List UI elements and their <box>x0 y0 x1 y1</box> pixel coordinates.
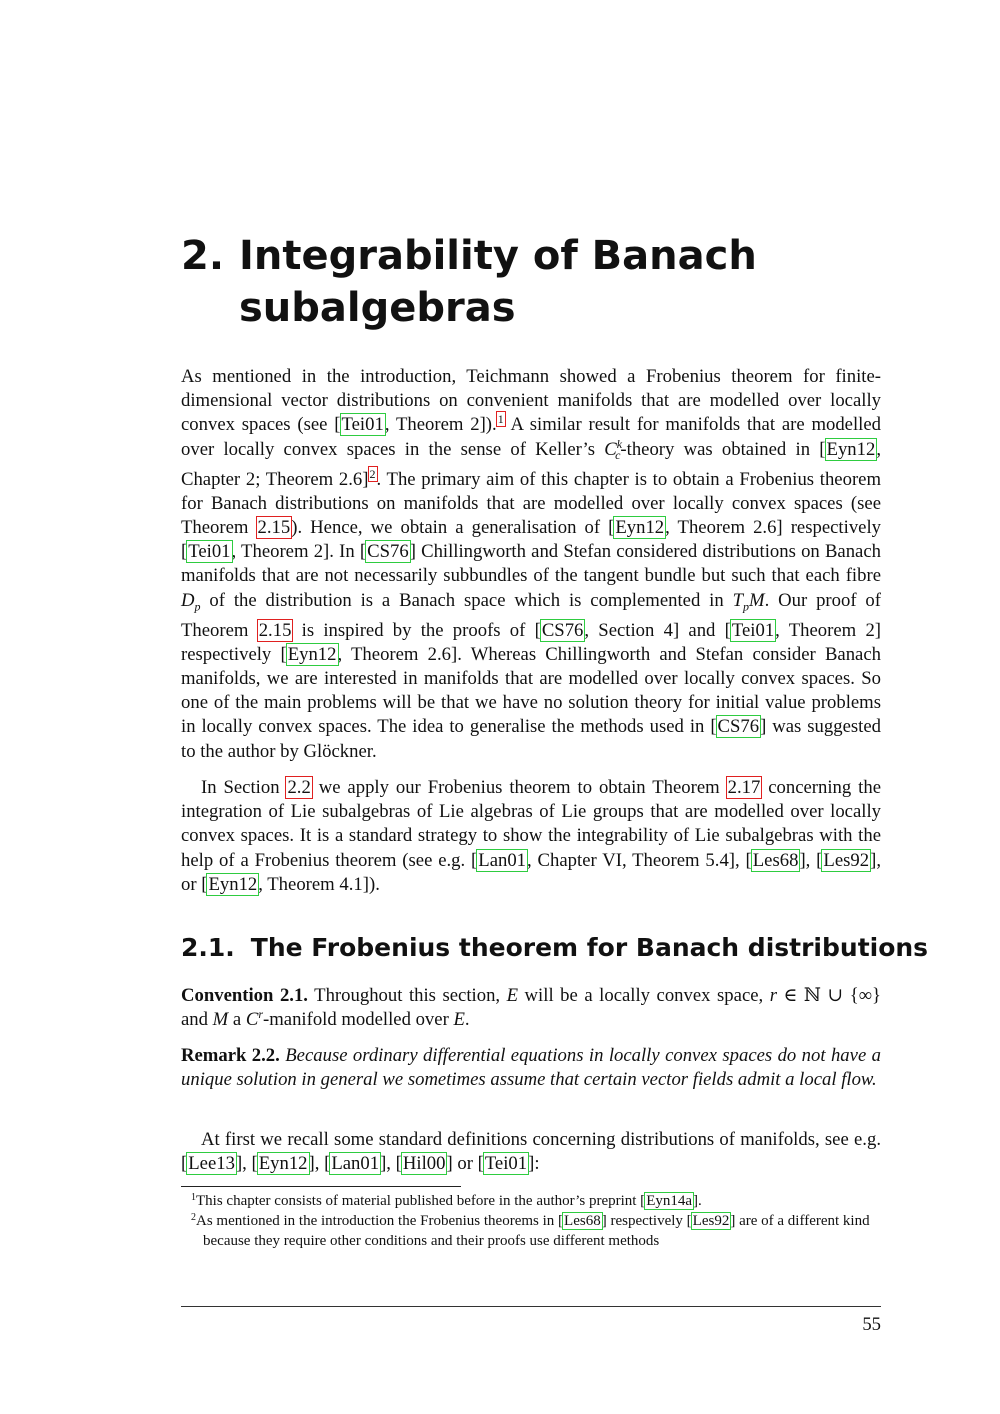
theorem-link[interactable]: 2.17 <box>727 777 761 798</box>
citation-link[interactable]: Les92 <box>692 1213 730 1229</box>
citation-link[interactable]: CS76 <box>717 716 760 738</box>
chapter-heading <box>181 230 881 334</box>
section-link[interactable]: 2.2 <box>287 777 311 798</box>
section-number: 2.1. <box>181 933 235 962</box>
citation-link[interactable]: Lan01 <box>478 849 527 871</box>
footnotes <box>181 1191 881 1251</box>
citation-link[interactable]: Tei01 <box>341 414 384 436</box>
citation-link[interactable]: Les68 <box>752 849 799 871</box>
section-heading <box>181 930 929 966</box>
citation-link[interactable]: Tei01 <box>188 541 231 563</box>
citation-link[interactable]: Eyn12 <box>287 643 337 665</box>
citation-link[interactable]: Tei01 <box>484 1153 528 1175</box>
citation-link[interactable]: Tei01 <box>731 619 775 641</box>
math-symbol: $C^k_c$ <box>604 436 623 463</box>
footnote-link[interactable]: 2 <box>369 466 376 481</box>
citation-link[interactable]: Lee13 <box>188 1153 235 1175</box>
chapter-title: Integrability of Banach subalgebras <box>239 233 757 331</box>
citation-link[interactable]: Les68 <box>564 1213 601 1229</box>
page-number: 55 <box>862 1314 881 1335</box>
math-symbol: $D_p$ <box>181 589 201 614</box>
chapter-number: 2. <box>181 233 225 279</box>
citation-link[interactable]: CS76 <box>541 619 584 641</box>
footnote-2: $^2$As mentioned in the introduction the Frobenius theorems in [Les68] respectively [Les92] are of a different kind because they require other conditions and their proofs use different methods <box>191 1212 870 1249</box>
citation-link[interactable]: Eyn12 <box>208 873 258 895</box>
citation-link[interactable]: Eyn12 <box>258 1153 308 1175</box>
citation-link[interactable]: Hil00 <box>402 1153 446 1175</box>
citation-link[interactable]: Eyn14a <box>646 1193 693 1209</box>
theorem-link[interactable]: 2.15 <box>257 516 291 538</box>
recall-paragraph: At first we recall some standard definitions concerning distributions of manifolds, see e.g. [Lee13], [Eyn12], [Lan01], [Hil00] or [Tei01]: <box>181 1129 881 1175</box>
section-title: The Frobenius theorem for Banach distributions <box>250 933 929 962</box>
citation-link[interactable]: Eyn12 <box>615 516 665 538</box>
page-footer-divider <box>181 1306 881 1307</box>
citation-link[interactable]: Eyn12 <box>826 438 876 460</box>
math-symbol: $T_pM$ <box>732 589 765 614</box>
convention-2-1: Convention 2.1. Throughout this section, E will be a locally convex space, r ∈ ℕ ∪ {∞} and M a $C^r$-manifold modelled over E. <box>181 985 881 1031</box>
theorem-link[interactable]: 2.15 <box>258 619 292 641</box>
footnote-divider <box>181 1186 461 1187</box>
remark-2-2 <box>181 1044 881 1092</box>
convention-label: Convention 2.1. <box>181 985 308 1006</box>
remark-text: Because ordinary differential equations in locally convex spaces do not have a unique solution in general we sometimes assume that certain vector fields admit a local flow. <box>181 1045 881 1091</box>
citation-link[interactable]: CS76 <box>367 541 409 563</box>
remark-label: Remark 2.2. <box>181 1045 280 1066</box>
citation-link[interactable]: Les92 <box>823 849 870 871</box>
footnote-link[interactable]: 1 <box>497 412 504 427</box>
intro-paragraph-2: In Section 2.2 we apply our Frobenius theorem to obtain Theorem 2.17 concerning the integration of Lie subalgebras of Lie algebras of Lie groups that are modelled over locally convex spaces. It is a standard strategy to show the integrability of Lie subalgebras with the help of a Frobenius theorem (see e.g. [Lan01, Chapter VI, Theorem 5.4], [Les68], [Les92], or [Eyn12, Theorem 4.1]). <box>181 777 881 895</box>
citation-link[interactable]: Lan01 <box>331 1153 380 1175</box>
math-symbol: $C^r$ <box>245 1007 264 1031</box>
footnote-1: $^1$This chapter consists of material published before in the author’s preprint [Eyn14a]. <box>191 1192 702 1209</box>
intro-paragraph-1: As mentioned in the introduction, Teichmann showed a Frobenius theorem for finite-dimensional vector distributions on convenient manifolds that are modelled over locally convex spaces (see [Tei01, Theorem 2]).$^1$ A similar result for manifolds that are modelled over locally convex spaces in the sense of Keller’s $C^k_c$-theory was obtained in [Eyn12, Chapter 2; Theorem 2.6]$^2$. The primary aim of this chapter is to obtain a Frobenius theorem for Banach distributions on manifolds that are modelled over locally convex spaces (see Theorem 2.15). Hence, we obtain a generalisation of [Eyn12, Theorem 2.6] respectively [Tei01, Theorem 2]. In [CS76] Chillingworth and Stefan considered distributions on Banach manifolds that are not necessarily subbundles of the tangent bundle but such that each fibre $D_p$ of the distribution is a Banach space which is complemented in $T_pM$. Our proof of Theorem 2.15 is inspired by the proofs of [CS76, Section 4] and [Tei01, Theorem 2] respectively [Eyn12, Theorem 2.6]. Whereas Chillingworth and Stefan consider Banach manifolds, we are interested in manifolds that are modelled over locally convex spaces. So one of the main problems will be that we have no solution theory for initial value problems in locally convex spaces. The idea to generalise the methods used in [CS76] was suggested to the author by Glöckner. <box>181 366 882 762</box>
